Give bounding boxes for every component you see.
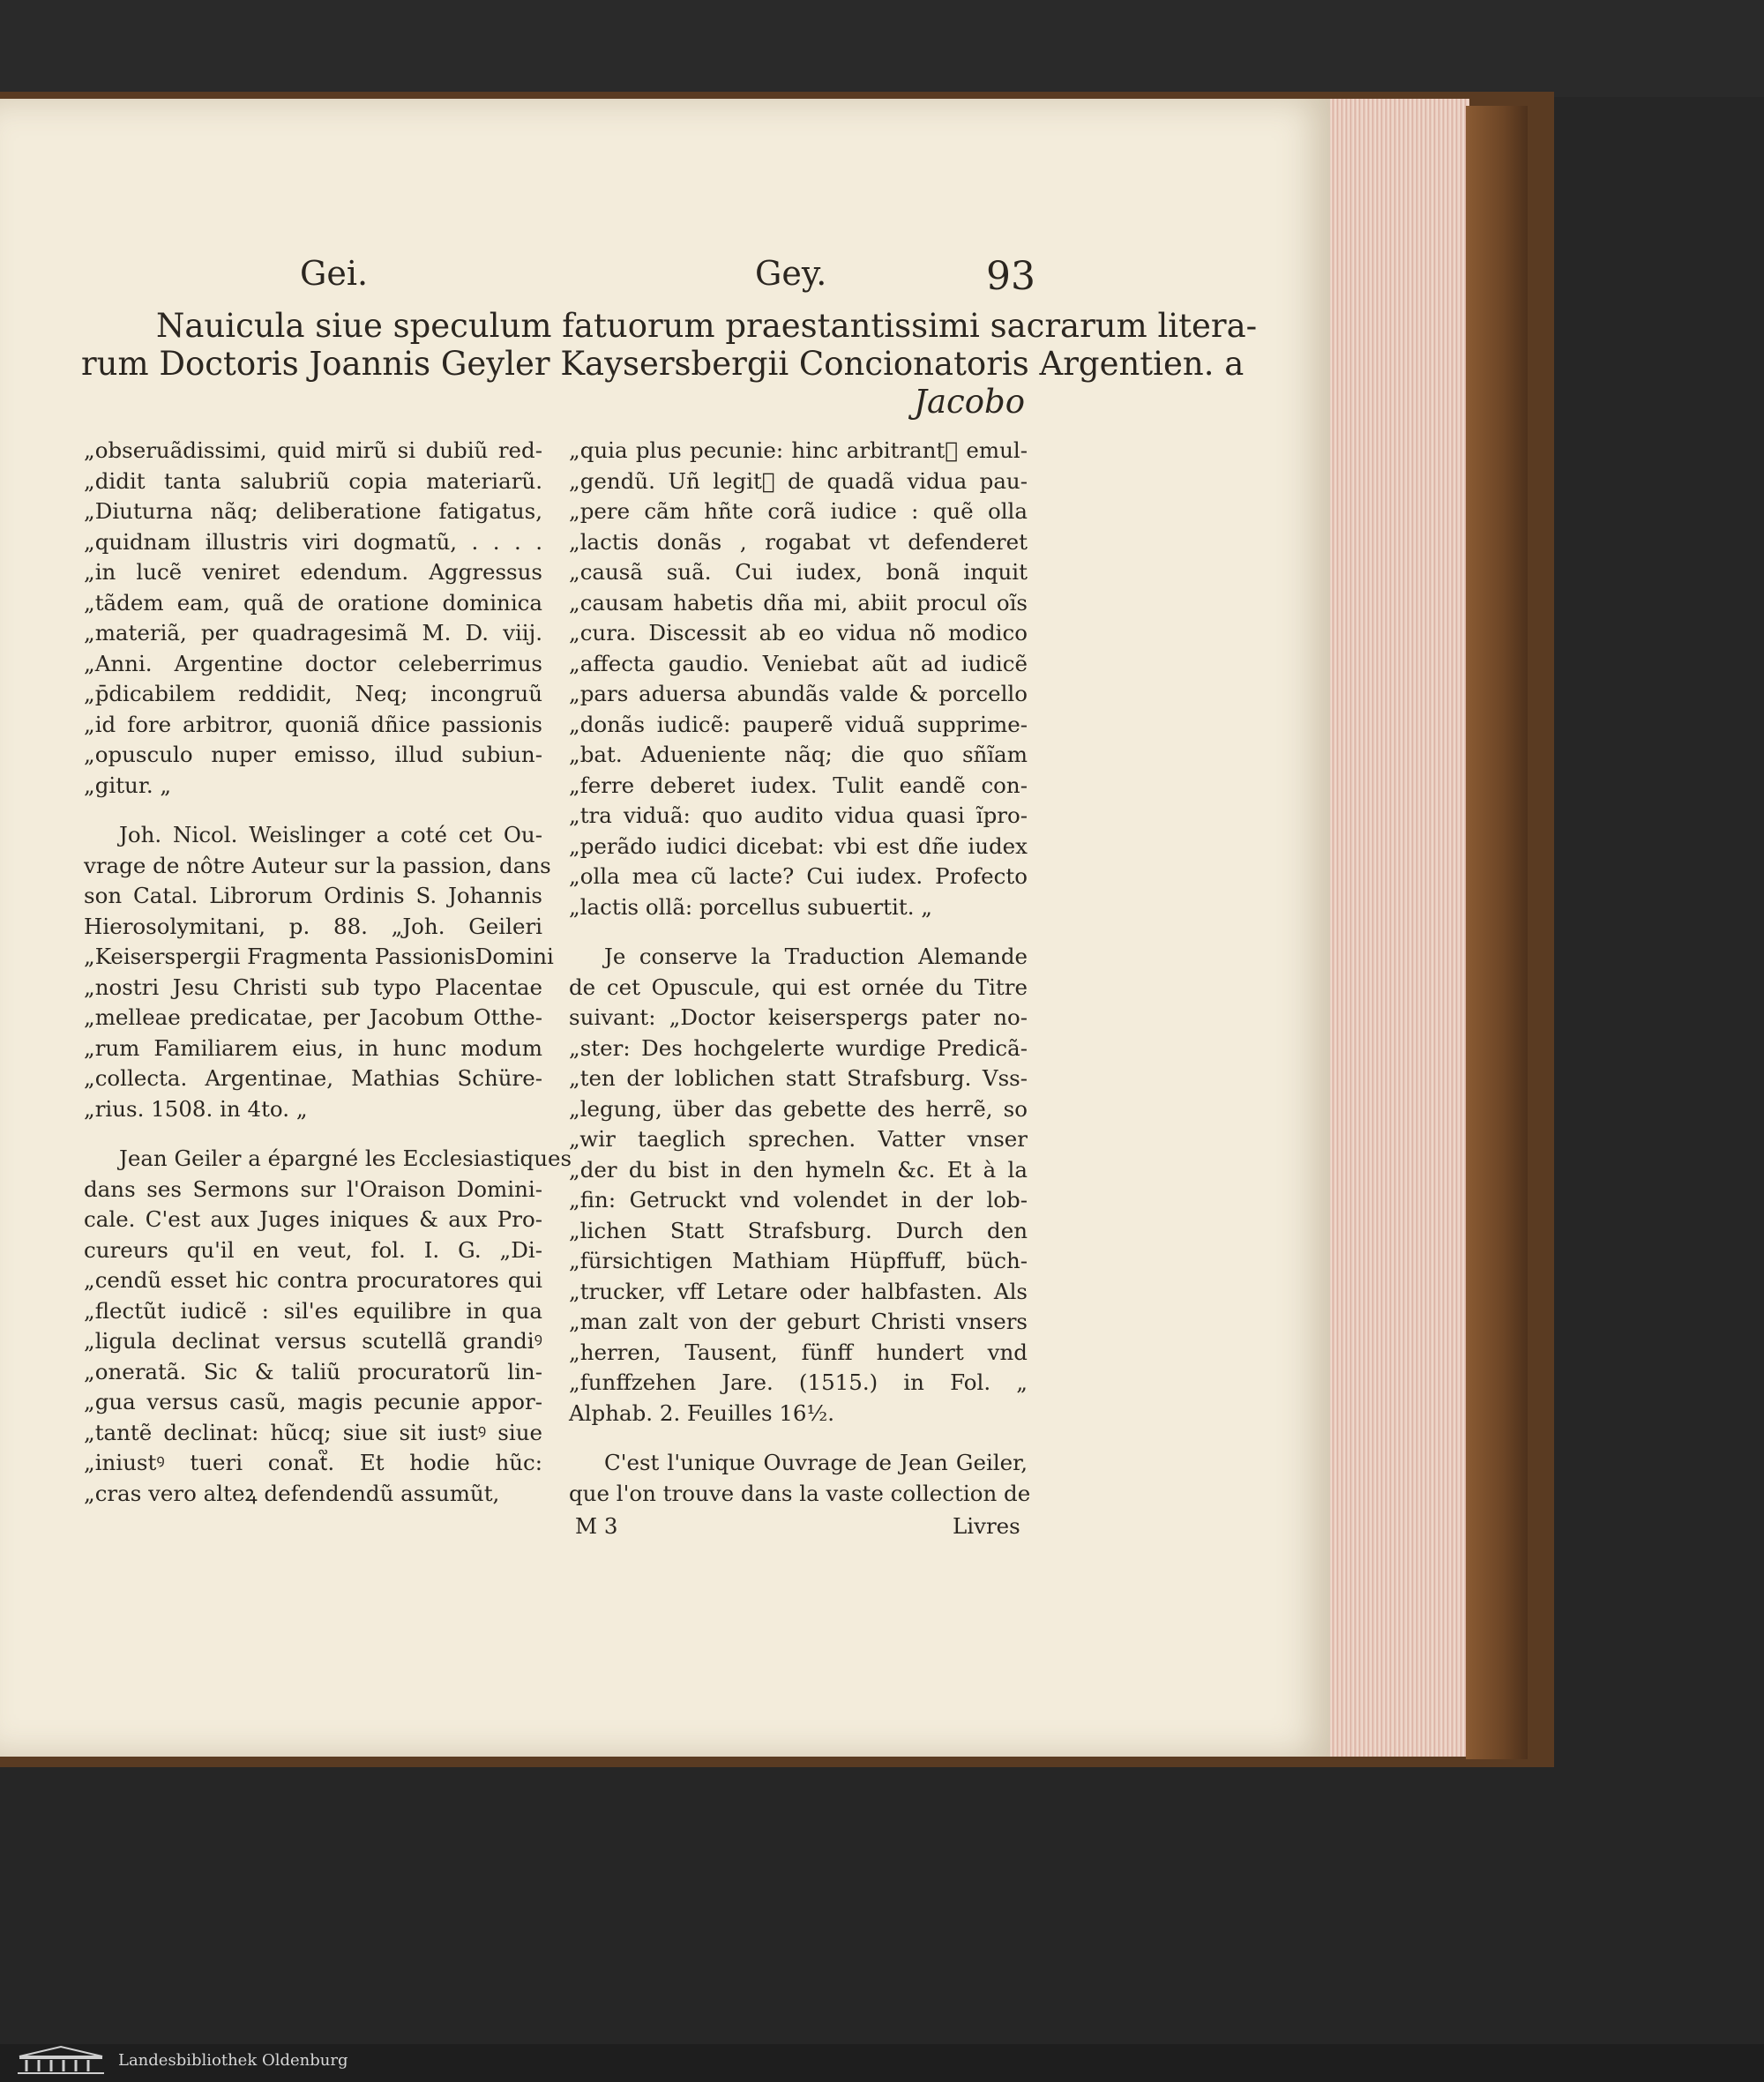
text-line: „id fore arbitror, quoniã dñice passionis (84, 711, 542, 737)
book-spine (1466, 106, 1528, 1759)
text-line: „pars aduersa abundãs valde & porcello (569, 681, 1028, 706)
text-line: „in lucẽ veniret edendum. Aggressus (84, 559, 542, 585)
text-line: „perãdo iudici dicebat: vbi est dñe iudex (569, 832, 1028, 859)
text-line: „affecta gaudio. Veniebat aũt ad iudicẽ (569, 650, 1028, 676)
text-line: Alphab. 2. Feuilles 16½. (569, 1399, 835, 1426)
text-line: „olla mea cũ lacte? Cui iudex. Profecto (569, 863, 1028, 889)
running-head-center: Gey. (755, 254, 827, 293)
text-line: dans ses Sermons sur l'Oraison Domini- (84, 1175, 542, 1202)
text-line: „gitur. „ (84, 772, 172, 798)
text-line: Joh. Nicol. Weislinger a coté cet Ou- (119, 822, 542, 847)
text-line: „iniustꝰ tueri conat᷑. Et hodie hũc: (84, 1450, 542, 1475)
signature-mark: M 3 (575, 1513, 618, 1539)
text-line: „gua versus casũ, magis pecunie appor- (84, 1389, 542, 1414)
text-line: „cendũ esset hic contra procuratores qui (84, 1267, 542, 1293)
text-line: „lactis donãs , rogabat vt defenderet (569, 528, 1028, 555)
text-line: Hierosolymitani, p. 88. „Joh. Geileri (84, 913, 542, 939)
text-line: Jean Geiler a épargné les Ecclesiastiques (119, 1145, 572, 1171)
text-line: „ligula declinat versus scutellã grandiꝰ (84, 1328, 542, 1354)
text-line: „tra viduã: quo audito vidua quasi ĩpro- (569, 802, 1028, 828)
text-line: „ten der loblichen statt Strafsburg. Vss- (569, 1065, 1028, 1091)
text-line: „flectũt iudicẽ : sil'es equilibre in qua (84, 1297, 542, 1324)
paragraph-gap (84, 801, 542, 820)
text-line: „collecta. Argentinae, Mathias Schüre- (84, 1065, 542, 1091)
text-line: Je conserve la Traduction Alemande (604, 944, 1028, 969)
text-line: „didit tanta salubriũ copia materiarũ. (84, 467, 542, 494)
text-line: „Diuturna nãq; deliberatione fatigatus, (84, 498, 542, 524)
text-line: „causã suã. Cui iudex, bonã inquit (569, 559, 1028, 585)
library-name: Landesbibliothek Oldenburg (118, 2051, 348, 2070)
text-line: que l'on trouve dans la vaste collection de (569, 1480, 1031, 1506)
text-line: „fin: Getruckt vnd volendet in der lob- (569, 1187, 1028, 1213)
paragraph-gap (569, 1429, 1028, 1448)
text-line: „nostri Jesu Christi sub typo Placentae (84, 974, 542, 1000)
text-line: „Keiserspergii Fragmenta PassionisDomini (84, 944, 554, 969)
text-line: cureurs qu'il en veut, fol. I. G. „Di- (84, 1236, 542, 1263)
text-line: „cras vero alteꝝ defendendũ assumũt, (84, 1480, 500, 1506)
text-line: „lichen Statt Strafsburg. Durch den (569, 1217, 1028, 1243)
text-line: de cet Opuscule, qui est ornée du Titre (569, 974, 1028, 1000)
text-line: „oneratã. Sic & taliũ procuratorũ lin- (84, 1358, 542, 1384)
text-line: „rum Familiarem eius, in hunc modum (84, 1034, 542, 1061)
paragraph-gap (84, 1124, 542, 1144)
text-line: vrage de nôtre Auteur sur la passion, dans (84, 852, 551, 878)
text-line: „pere cãm hñte corã iudice : quẽ olla (569, 498, 1028, 524)
title-line-1: Nauicula siue speculum fatuorum praestantissimi sacrarum litera- (156, 307, 1258, 345)
text-line: „quia plus pecunie: hinc arbitrant᷑ emul- (569, 437, 1028, 463)
text-line: „opusculo nuper emisso, illud subiun- (84, 742, 542, 767)
text-line: „obseruãdissimi, quid mirũ si dubiũ red- (84, 437, 542, 463)
text-line: „tantẽ declinat: hũcq; siue sit iustꝰ siue (84, 1419, 542, 1445)
text-line: „causam habetis dña mi, abiit procul oĩs (569, 589, 1028, 616)
page-edges (1330, 99, 1469, 1757)
text-line: „man zalt von der geburt Christi vnsers (569, 1309, 1028, 1334)
text-line: „cura. Discessit ab eo vidua nõ modico (569, 620, 1028, 645)
title-line-3: Jacobo (914, 383, 1025, 421)
text-line: „trucker, vff Letare oder halbfasten. Als (569, 1278, 1028, 1304)
text-line: son Catal. Librorum Ordinis S. Johannis (84, 883, 542, 908)
text-line: „rius. 1508. in 4to. „ (84, 1095, 308, 1122)
text-line: „der du bist in den hymeln &c. Et à la (569, 1156, 1028, 1183)
text-line: „legung, über das gebette des herrẽ, so (569, 1095, 1028, 1122)
text-line: „donãs iudicẽ: pauperẽ viduã supprime- (569, 711, 1028, 737)
catchword: Livres (953, 1513, 1020, 1539)
running-head-left: Gei. (300, 254, 369, 293)
text-line: „wir taeglich sprechen. Vatter vnser (569, 1126, 1028, 1152)
text-line: cale. C'est aux Juges iniques & aux Pro- (84, 1206, 542, 1232)
text-line: „fürsichtigen Mathiam Hüpffuff, büch- (569, 1248, 1028, 1273)
entry-title (81, 307, 1258, 421)
text-line: „quidnam illustris viri dogmatũ, . . . . (84, 528, 542, 555)
text-line: C'est l'unique Ouvrage de Jean Geiler, (604, 1450, 1028, 1475)
paragraph-gap (569, 922, 1028, 942)
text-line: „tãdem eam, quã de oratione dominica (84, 589, 542, 616)
text-line: „gendũ. Uñ legit᷑ de quadã vidua pau- (569, 467, 1028, 494)
title-line-2: rum Doctoris Joannis Geyler Kaysersbergii Concionatoris Argentien. a (81, 345, 1245, 383)
text-line: „herren, Tausent, fünff hundert vnd (569, 1339, 1028, 1365)
library-building-icon (12, 2044, 109, 2076)
text-line: „p̄dicabilem reddidit, Neq; incongruũ (84, 681, 542, 706)
text-line: „lactis ollã: porcellus subuertit. „ (569, 893, 932, 920)
page-number: 93 (986, 254, 1035, 299)
text-line: „funffzehen Jare. (1515.) in Fol. „ (569, 1369, 1028, 1395)
left-column (84, 436, 572, 1509)
text-line: suivant: „Doctor keiserspergs pater no- (569, 1004, 1028, 1030)
text-line: „ster: Des hochgelerte wurdige Predicã- (569, 1034, 1028, 1061)
text-line: „melleae predicatae, per Jacobum Otthe- (84, 1004, 542, 1030)
right-column (569, 436, 1031, 1509)
scan-background (0, 0, 1764, 97)
text-line: „ferre deberet iudex. Tulit eandẽ con- (569, 772, 1028, 798)
text-line: „materiã, per quadragesimã M. D. viij. (84, 620, 542, 645)
text-line: „Anni. Argentine doctor celeberrimus (84, 650, 542, 676)
text-line: „bat. Adueniente nãq; die quo sñĩam (569, 742, 1028, 767)
